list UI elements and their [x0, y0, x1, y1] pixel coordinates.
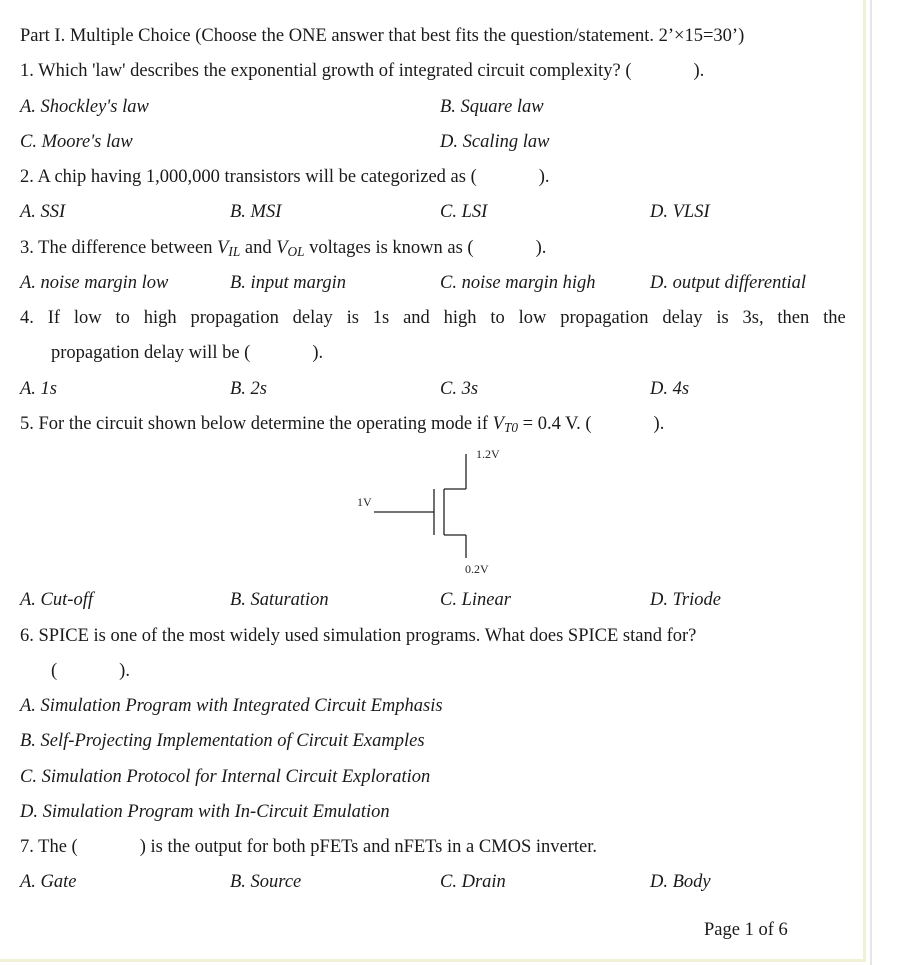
question-3: [20, 237, 546, 260]
v-il-subscript: IL: [228, 244, 241, 259]
q1-option-d[interactable]: D. Scaling law: [440, 132, 550, 152]
q4-word: delay: [292, 308, 333, 328]
q3-option-d[interactable]: D. output differential: [650, 273, 807, 293]
q4-word: and: [403, 308, 430, 328]
q5-option-b[interactable]: B. Saturation: [230, 590, 329, 610]
question-5: [20, 413, 664, 436]
q4-word: low: [73, 308, 102, 328]
page-edge: [870, 0, 872, 965]
question-2-close: ).: [538, 167, 550, 187]
question-3-stem-a: 3. The difference between: [20, 238, 218, 258]
q3-option-a[interactable]: A. noise margin low: [20, 273, 169, 293]
q4-word: 1s: [372, 308, 390, 328]
part-header: Part I. Multiple Choice (Choose the ONE answer that best fits the question/statement. 2’×15=30’): [20, 26, 745, 46]
question-4-close: ).: [312, 343, 324, 363]
v-t0-symbol: V: [492, 414, 504, 434]
question-2-stem: 2. A chip having 1,000,000 transistors will be categorized as (: [20, 167, 477, 187]
q2-option-a[interactable]: A. SSI: [20, 202, 66, 222]
page-number: Page 1 of 6: [704, 920, 788, 940]
question-3-stem-b: and: [240, 238, 277, 258]
q4-word: is: [716, 308, 729, 328]
q7-option-a[interactable]: A. Gate: [20, 872, 77, 892]
question-3-stem-c: voltages is known as (: [304, 238, 474, 258]
q4-word: to: [490, 308, 505, 328]
q4-word: 3s,: [742, 308, 764, 328]
gate-voltage-label: 1V: [357, 495, 372, 509]
question-1-stem: 1. Which 'law' describes the exponential growth of integrated circuit complexity? (: [20, 61, 632, 81]
q4-word: If: [47, 308, 61, 328]
question-4-cont-text: propagation delay will be (: [51, 343, 251, 363]
q7-option-c[interactable]: C. Drain: [440, 872, 506, 892]
v-il-symbol: V: [217, 238, 229, 258]
q5-option-d[interactable]: D. Triode: [650, 590, 721, 610]
question-7: [20, 836, 597, 858]
question-6: 6. SPICE is one of the most widely used simulation programs. What does SPICE stand for?: [20, 626, 697, 646]
question-6-close: ).: [119, 661, 130, 681]
question-5-close: ).: [653, 414, 665, 434]
question-5-stem-a: 5. For the circuit shown below determine the operating mode if: [20, 414, 493, 434]
q4-word: is: [346, 308, 359, 328]
q4-word: then: [777, 308, 810, 328]
question-1: [20, 60, 704, 82]
q7-option-d[interactable]: D. Body: [650, 872, 711, 892]
q6-option-a[interactable]: A. Simulation Program with Integrated Circuit Emphasis: [20, 696, 443, 716]
q5-option-a[interactable]: A. Cut-off: [20, 590, 93, 610]
q4-option-b[interactable]: B. 2s: [230, 379, 267, 399]
question-2: [20, 166, 550, 188]
drain-voltage-label: 1.2V: [476, 447, 500, 461]
q3-option-c[interactable]: C. noise margin high: [440, 273, 596, 293]
v-ol-subscript: OL: [287, 244, 305, 259]
q4-word: high: [443, 308, 477, 328]
q1-option-b[interactable]: B. Square law: [440, 97, 544, 117]
nmos-circuit-diagram: [340, 440, 540, 585]
q4-word: the: [823, 308, 846, 328]
q6-option-b[interactable]: B. Self-Projecting Implementation of Circuit Examples: [20, 731, 425, 751]
q4-word: 4.: [20, 308, 34, 328]
q6-option-c[interactable]: C. Simulation Protocol for Internal Circuit Exploration: [20, 767, 431, 787]
q3-option-b[interactable]: B. input margin: [230, 273, 346, 293]
question-1-close: ).: [693, 61, 705, 81]
q4-word: propagation: [190, 308, 279, 328]
source-voltage-label: 0.2V: [465, 562, 489, 576]
q7-option-b[interactable]: B. Source: [230, 872, 302, 892]
question-4: [20, 307, 846, 329]
q2-option-d[interactable]: D. VLSI: [650, 202, 710, 222]
question-6-open: (: [51, 661, 58, 681]
question-5-stem-b: = 0.4 V. (: [518, 414, 592, 434]
q4-word: delay: [662, 308, 703, 328]
q4-word: high: [143, 308, 177, 328]
q4-option-c[interactable]: C. 3s: [440, 379, 479, 399]
v-t0-subscript: T0: [503, 420, 519, 435]
q1-option-a[interactable]: A. Shockley's law: [20, 97, 149, 117]
q4-option-d[interactable]: D. 4s: [650, 379, 690, 399]
q4-option-a[interactable]: A. 1s: [20, 379, 57, 399]
q5-option-c[interactable]: C. Linear: [440, 590, 511, 610]
question-6-blank: [51, 660, 130, 682]
q6-option-d[interactable]: D. Simulation Program with In-Circuit Emulation: [20, 802, 390, 822]
question-7-stem-a: 7. The (: [20, 837, 78, 857]
question-4-continued: [51, 342, 323, 364]
q4-word: to: [115, 308, 130, 328]
q1-option-c[interactable]: C. Moore's law: [20, 132, 133, 152]
question-7-stem-b: ) is the output for both pFETs and nFETs in a CMOS inverter.: [139, 837, 598, 857]
q4-word: low: [518, 308, 547, 328]
q2-option-c[interactable]: C. LSI: [440, 202, 488, 222]
q2-option-b[interactable]: B. MSI: [230, 202, 282, 222]
v-ol-symbol: V: [276, 238, 288, 258]
question-3-close: ).: [535, 238, 547, 258]
q4-word: propagation: [560, 308, 649, 328]
